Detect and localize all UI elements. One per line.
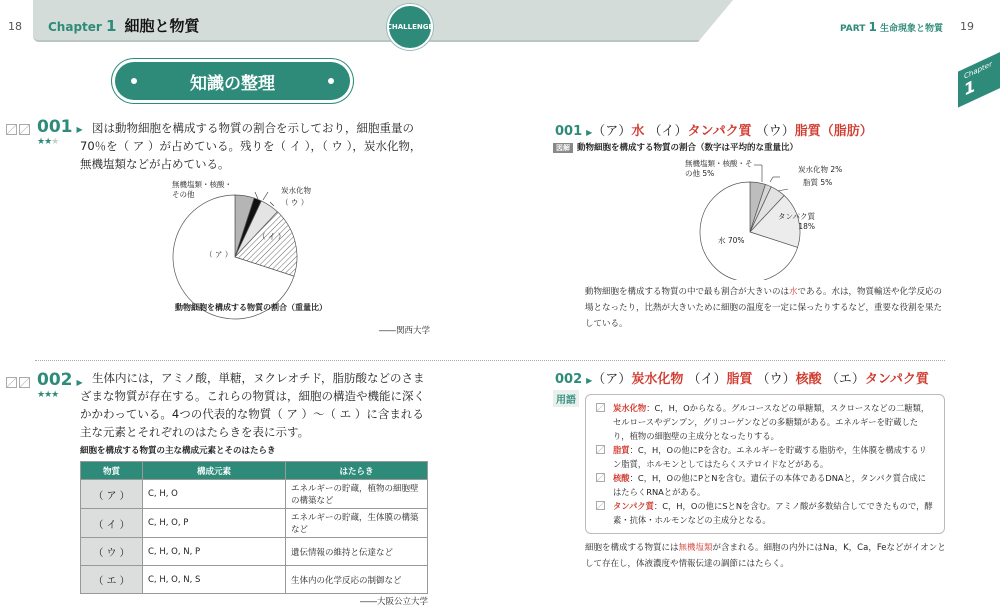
q2-column bbox=[80, 369, 432, 608]
answer-value: タンパク質 bbox=[864, 372, 929, 387]
answer-key: （イ） bbox=[648, 124, 688, 139]
q1-source: ――関西大学 bbox=[378, 326, 430, 336]
q1-figure-caption: 動物細胞を構成する物質の割合（重量比） bbox=[175, 303, 327, 312]
column-header: 物質 bbox=[81, 462, 143, 480]
text: である。水は，物質輸送や化学反応の場となったり，比熱が大きいために細胞の温度を一定に保ったりするなど，重要な役割を果たしている。 bbox=[585, 287, 943, 329]
q1-checkboxes bbox=[6, 120, 36, 139]
left-page-number: 18 bbox=[8, 20, 22, 33]
question-number: 001 bbox=[37, 117, 73, 137]
table-row bbox=[81, 538, 428, 566]
tab-number: 1 bbox=[964, 75, 976, 100]
answer-value: タンパク質 bbox=[687, 124, 752, 139]
text: 細胞を構成する物質には bbox=[585, 543, 679, 553]
chapter-heading bbox=[48, 15, 199, 36]
star-icon: ★ bbox=[51, 137, 59, 147]
column-header: はたらき bbox=[286, 462, 428, 480]
checkbox[interactable] bbox=[596, 473, 605, 482]
checkbox[interactable] bbox=[596, 501, 605, 510]
checkbox[interactable] bbox=[596, 445, 605, 454]
highlight: 無機塩類 bbox=[678, 543, 713, 553]
tab-label: Chapter bbox=[964, 59, 992, 81]
function-cell: エネルギーの貯蔵，植物の細胞壁の構築など bbox=[286, 480, 428, 509]
star-icon: ★ bbox=[37, 137, 45, 147]
pie-label-carbohydrate: 炭水化物 bbox=[281, 186, 311, 195]
a2-answer-line bbox=[555, 368, 933, 387]
difficulty-stars bbox=[37, 137, 83, 147]
terms-tag: 用語 bbox=[553, 390, 579, 407]
a2-column bbox=[585, 394, 950, 572]
term-item bbox=[596, 443, 934, 471]
pie-label-water: 水 70% bbox=[718, 236, 745, 245]
part-number: 1 bbox=[868, 20, 877, 34]
challenge-badge: CHALLENGE bbox=[387, 4, 433, 50]
substance-cell: （ ア ） bbox=[81, 480, 143, 509]
function-cell: エネルギーの貯蔵，生体膜の構築など bbox=[286, 509, 428, 538]
answer-value: 脂質 bbox=[726, 372, 753, 387]
answer-number: 001 bbox=[555, 124, 583, 139]
figure-tag: 図解 bbox=[553, 143, 573, 153]
q1-text: 図は動物細胞を構成する物質の割合を示しており，細胞重量の70％を（ ア ）が占めている。残りを（ イ ），（ ウ ），炭水化物，無機塩類などが占めている。 bbox=[80, 121, 422, 171]
question-number: 002 bbox=[37, 370, 73, 390]
a1-figure-title-row bbox=[553, 141, 798, 153]
answer-value: 水 bbox=[631, 124, 645, 139]
dot-icon bbox=[328, 78, 334, 84]
arrow-icon: ▶ bbox=[586, 128, 593, 137]
star-icon: ★ bbox=[44, 390, 52, 400]
chapter-tab[interactable] bbox=[958, 48, 1000, 107]
term-description: ：C，H，Oからなる。グルコースなどの単糖類，スクロースなどの二糖類，セルロースやデンプン，グリコーゲンなどの多糖類がある。エネルギーを貯蔵したり，植物の細胞壁の主成分となったりする。 bbox=[613, 403, 930, 441]
term-description: ：C，H，Oの他にPとNを含む。遺伝子の本体であるDNAと，タンパク質合成にはたらくRNAとがある。 bbox=[613, 473, 926, 497]
column-header: 構成元素 bbox=[143, 462, 286, 480]
substance-cell: （ イ ） bbox=[81, 509, 143, 538]
arrow-icon: ▶ bbox=[76, 378, 83, 387]
term-item bbox=[596, 401, 934, 443]
checkbox[interactable] bbox=[19, 377, 30, 388]
table-title: 細胞を構成する物質の主な構成元素とそのはたらき bbox=[80, 446, 276, 456]
answer-key: （ア） bbox=[592, 372, 632, 387]
checkbox[interactable] bbox=[6, 124, 17, 135]
terms-box bbox=[585, 394, 945, 534]
pie-label-lipid: 脂質 5% bbox=[803, 178, 833, 187]
highlight: 水 bbox=[789, 287, 798, 297]
star-icon: ★ bbox=[37, 390, 45, 400]
substance-cell: （ ウ ） bbox=[81, 538, 143, 566]
q2-text: 生体内には，アミノ酸，単糖，ヌクレオチド，脂肪酸などのさまざまな物質が存在する。これらの物質は，細胞の構造や機能に深くかかわっている。4つの代表的な物質（ ア ）～（ エ ）に含まれる主な元素とそれぞれのはたらきを表に示す。 bbox=[80, 371, 425, 439]
term-name: タンパク質 bbox=[613, 501, 654, 511]
checkbox[interactable] bbox=[6, 377, 17, 388]
answer-key: （イ） bbox=[687, 372, 727, 387]
function-cell: 生体内の化学反応の制御など bbox=[286, 566, 428, 594]
q2-checkboxes bbox=[6, 373, 36, 392]
pie-label-minerals: 無機塩類・核酸・その他 5% bbox=[685, 159, 753, 178]
pie-label-a: （ ア ） bbox=[205, 250, 233, 259]
elements-cell: C, H, O bbox=[143, 480, 286, 509]
section-title-pill bbox=[115, 62, 350, 100]
elements-cell: C, H, O, N, S bbox=[143, 566, 286, 594]
section-divider bbox=[35, 360, 945, 361]
term-item bbox=[596, 471, 934, 499]
text: 動物細胞を構成する物質の中で最も割合が大きいのは bbox=[585, 287, 790, 297]
answer-value: 炭水化物 bbox=[631, 372, 684, 387]
pie-label-carbohydrate: 炭水化物 2% bbox=[798, 165, 843, 174]
a1-explanation bbox=[585, 284, 945, 332]
term-description: ：C，H，Oの他にPを含む。エネルギーを貯蔵する脂肪や，生体膜を構成するリン脂質，ホルモンとしてはたらくステロイドなどがある。 bbox=[613, 445, 927, 469]
pie-label-i: （ イ ） bbox=[258, 232, 286, 241]
arrow-icon: ▶ bbox=[76, 125, 83, 134]
figure-title: 動物細胞を構成する物質の割合（数字は平均的な重量比） bbox=[577, 143, 799, 153]
q2-source: ――大阪公立大学 bbox=[359, 597, 428, 607]
elements-cell: C, H, O, N, P bbox=[143, 538, 286, 566]
difficulty-stars bbox=[37, 390, 83, 400]
table-row bbox=[81, 566, 428, 594]
term-item bbox=[596, 499, 934, 527]
term-name: 脂質 bbox=[613, 445, 630, 455]
answer-value: 核酸 bbox=[795, 372, 822, 387]
elements-cell: C, H, O, P bbox=[143, 509, 286, 538]
table-row bbox=[81, 509, 428, 538]
substance-cell: （ エ ） bbox=[81, 566, 143, 594]
term-name: 炭水化物 bbox=[613, 403, 647, 413]
term-description: ：C，H，Oの他にSとNを含む。アミノ酸が多数結合してできたもので，酵素・抗体・ホルモンなどの主成分となる。 bbox=[613, 501, 933, 525]
pie-label-u: （ ウ ） bbox=[281, 198, 309, 207]
function-cell: 遺伝情報の維持と伝達など bbox=[286, 538, 428, 566]
dot-icon bbox=[131, 78, 137, 84]
chapter-label bbox=[48, 17, 116, 35]
star-icon: ★ bbox=[51, 390, 59, 400]
answer-key: （ア） bbox=[592, 124, 632, 139]
a2-explanation bbox=[585, 540, 950, 572]
term-name: 核酸 bbox=[613, 473, 630, 483]
answer-value: 脂質（脂肪） bbox=[794, 124, 873, 139]
checkbox[interactable] bbox=[19, 124, 30, 135]
part-title: 生命現象と物質 bbox=[880, 24, 944, 34]
table-row bbox=[81, 480, 428, 509]
q1-number-block bbox=[37, 117, 83, 147]
pie-label-minerals: 無機塩類・核酸・その他 bbox=[172, 180, 232, 199]
star-icon: ★ bbox=[44, 137, 52, 147]
checkbox[interactable] bbox=[596, 403, 605, 412]
elements-table bbox=[80, 461, 428, 594]
pie-label-protein: タンパク質 18% bbox=[778, 212, 815, 231]
right-page-number: 19 bbox=[960, 20, 974, 33]
answer-key: （エ） bbox=[825, 372, 865, 387]
chapter-title: 細胞と物質 bbox=[124, 17, 200, 35]
arrow-icon: ▶ bbox=[586, 376, 593, 385]
chapter-word: Chapter bbox=[48, 20, 102, 34]
section-title: 知識の整理 bbox=[190, 73, 275, 94]
text: が含まれる。細胞の内外にはNa，K，Ca，Feなどがイオンとして存在し，体液濃度や情報伝達の調節にはたらく。 bbox=[585, 543, 946, 569]
chapter-number: 1 bbox=[106, 17, 117, 35]
answer-key: （ウ） bbox=[755, 124, 795, 139]
q2-number-block bbox=[37, 370, 83, 400]
part-label bbox=[840, 20, 943, 34]
part-word: PART bbox=[840, 24, 866, 34]
answer-number: 002 bbox=[555, 372, 583, 387]
answer-key: （ウ） bbox=[756, 372, 796, 387]
a1-answer-line bbox=[555, 120, 877, 139]
